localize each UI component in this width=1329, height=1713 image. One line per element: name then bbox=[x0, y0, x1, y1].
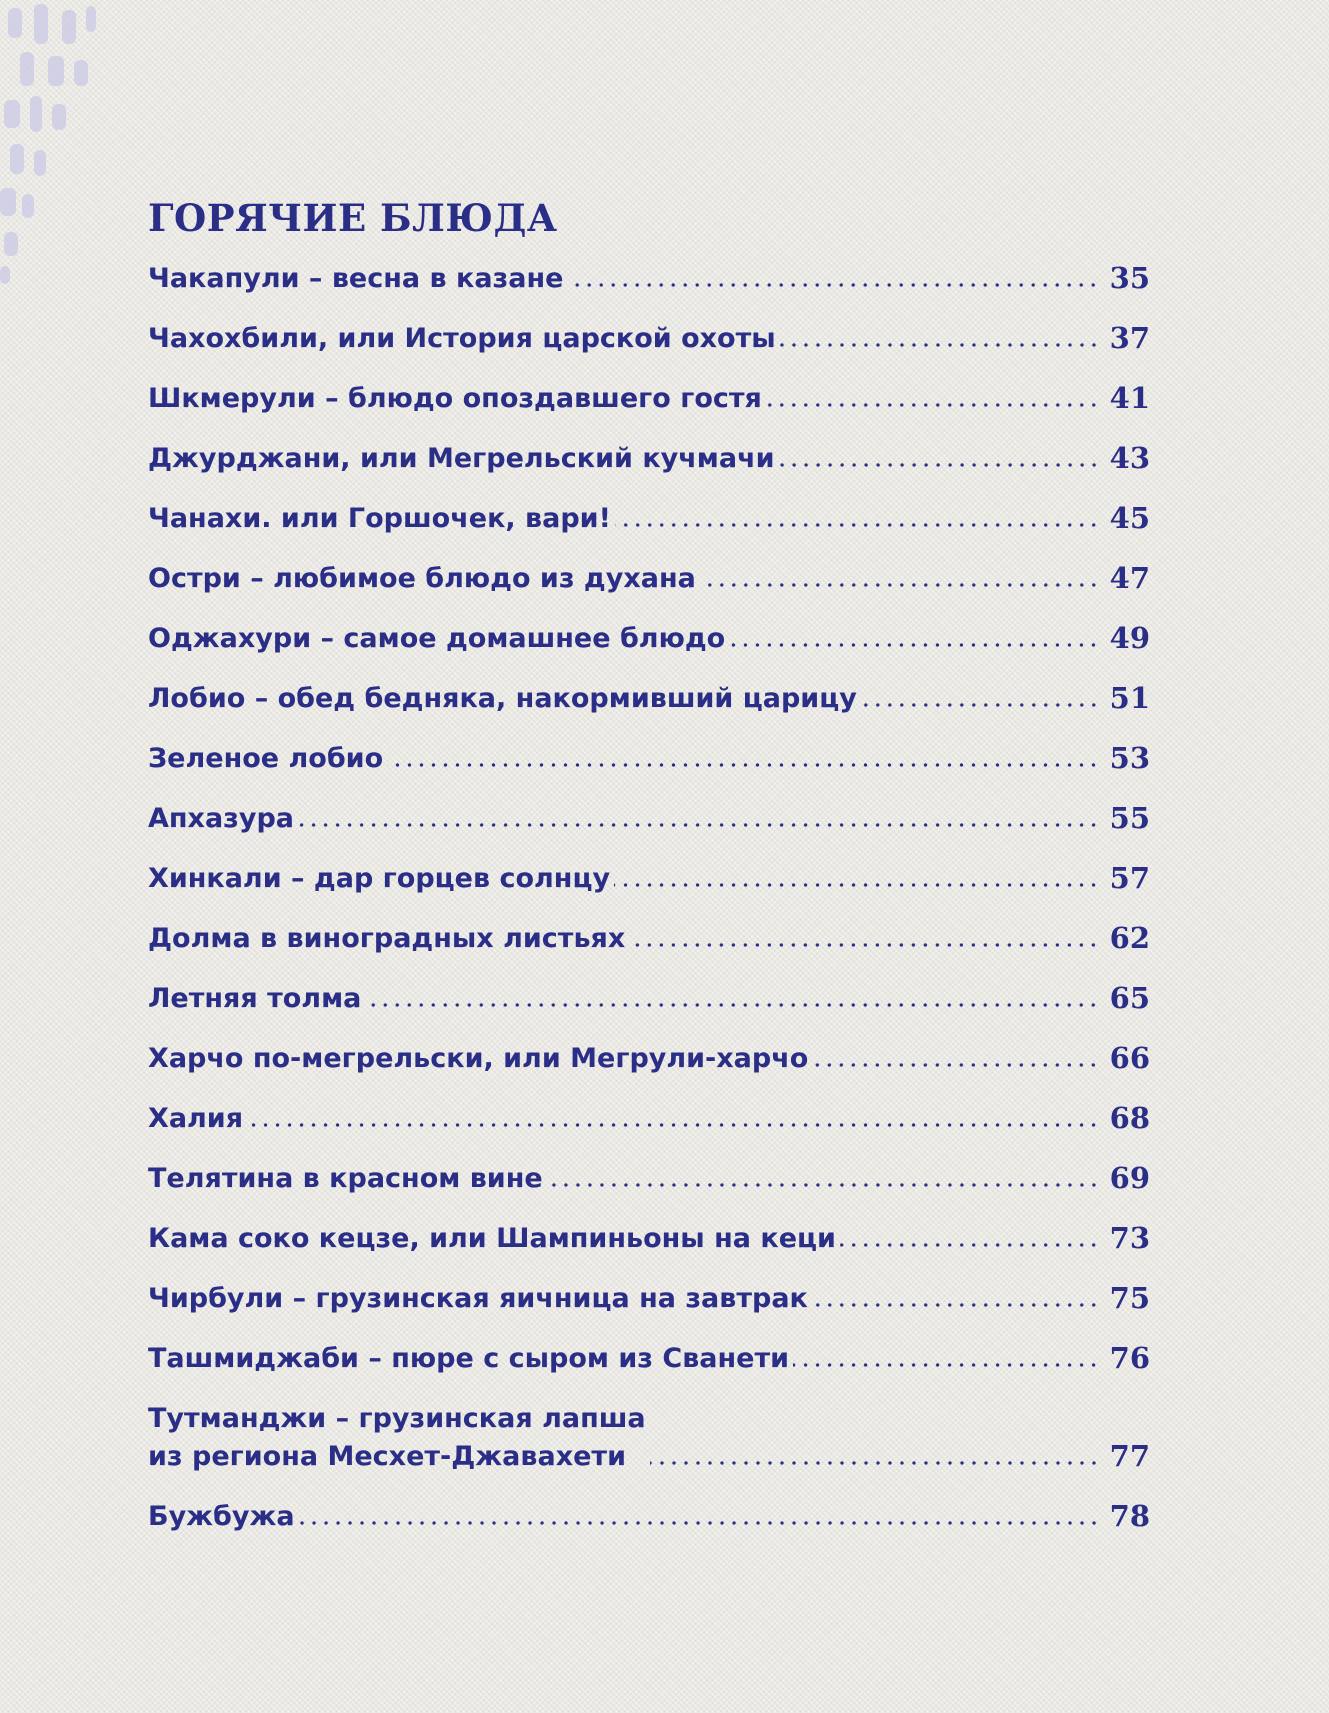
toc-entry-title: Чанахи. или Горшочек, вари! bbox=[148, 503, 611, 534]
dot-leader bbox=[793, 1362, 1100, 1368]
toc-entry-page: 65 bbox=[1109, 981, 1150, 1015]
dot-leader bbox=[299, 1520, 1100, 1526]
toc-entry-title: Апхазура bbox=[148, 803, 295, 834]
section-heading: ГОРЯЧИЕ БЛЮДА bbox=[148, 196, 558, 240]
toc-entry-page: 37 bbox=[1109, 321, 1150, 355]
toc-entry[interactable] bbox=[148, 980, 1150, 1017]
toc-entry[interactable] bbox=[148, 860, 1150, 897]
toc-entry-page: 49 bbox=[1109, 621, 1150, 655]
toc-entry[interactable] bbox=[148, 560, 1150, 597]
toc-entry[interactable] bbox=[148, 1040, 1150, 1077]
dot-leader bbox=[729, 642, 1099, 648]
toc-entry-title: Лобио – обед бедняка, накормивший царицу bbox=[148, 683, 857, 714]
toc-entry[interactable] bbox=[148, 1340, 1150, 1377]
toc-entry-page: 35 bbox=[1109, 261, 1150, 295]
toc-entry-page: 77 bbox=[1109, 1439, 1150, 1473]
toc-entry-title-line: из региона Месхет-Джавахети bbox=[148, 1441, 626, 1472]
toc-entry-page: 57 bbox=[1109, 861, 1150, 895]
toc-entry-title-line: Тутманджи – грузинская лапша bbox=[148, 1403, 646, 1434]
dot-leader bbox=[700, 582, 1100, 588]
toc-entry-title: Кама соко кецзе, или Шампиньоны на кеци bbox=[148, 1223, 836, 1254]
toc-entry[interactable] bbox=[148, 920, 1150, 957]
toc-entry-page: 43 bbox=[1109, 441, 1150, 475]
dot-leader bbox=[840, 1242, 1100, 1248]
toc-entry-title: Оджахури – самое домашнее блюдо bbox=[148, 623, 726, 654]
toc-entry[interactable] bbox=[148, 1160, 1150, 1197]
toc-entry[interactable] bbox=[148, 500, 1150, 537]
dot-leader bbox=[387, 762, 1099, 768]
toc-entry-page: 66 bbox=[1109, 1041, 1150, 1075]
toc-entry-title: Ташмиджаби – пюре с сыром из Сванети bbox=[148, 1343, 790, 1374]
toc-entry[interactable] bbox=[148, 1400, 1150, 1475]
toc-entry-title: Чакапули – весна в казане bbox=[148, 263, 564, 294]
toc-entry-title: Харчо по-мегрельски, или Мегрули-харчо bbox=[148, 1043, 809, 1074]
dot-leader bbox=[779, 462, 1100, 468]
contents-page bbox=[148, 195, 1150, 1558]
dot-leader bbox=[650, 1460, 1100, 1466]
toc-entry[interactable] bbox=[148, 1498, 1150, 1535]
toc-entry-title: Летняя толма bbox=[148, 983, 362, 1014]
toc-entry-page: 45 bbox=[1109, 501, 1150, 535]
toc-entry[interactable] bbox=[148, 380, 1150, 417]
dot-leader bbox=[861, 702, 1100, 708]
toc-entry[interactable] bbox=[148, 680, 1150, 717]
toc-entry-page: 53 bbox=[1109, 741, 1150, 775]
toc-entry[interactable] bbox=[148, 1220, 1150, 1257]
toc-entry-page: 62 bbox=[1109, 921, 1150, 955]
toc-entry-title: Телятина в красном вине bbox=[148, 1163, 543, 1194]
dot-leader bbox=[812, 1062, 1099, 1068]
toc-entry-title: Остри – любимое блюдо из духана bbox=[148, 563, 696, 594]
toc-entry-page: 76 bbox=[1109, 1341, 1150, 1375]
toc-entry[interactable] bbox=[148, 260, 1150, 297]
toc-entry-title: Зеленое лобио bbox=[148, 743, 384, 774]
toc-entry-page: 69 bbox=[1109, 1161, 1150, 1195]
toc-entry[interactable] bbox=[148, 1100, 1150, 1137]
dot-leader bbox=[629, 942, 1099, 948]
toc-entry-title: Хинкали – дар горцев солнцу bbox=[148, 863, 611, 894]
dot-leader bbox=[780, 342, 1100, 348]
dot-leader bbox=[247, 1122, 1100, 1128]
toc-entry-page: 51 bbox=[1109, 681, 1150, 715]
dot-leader bbox=[298, 822, 1100, 828]
toc-entry-page: 47 bbox=[1109, 561, 1150, 595]
dot-leader bbox=[614, 882, 1100, 888]
toc-entry-title: Джурджани, или Мегрельский кучмачи bbox=[148, 443, 775, 474]
toc-entry-title: Бужбужа bbox=[148, 1501, 295, 1532]
toc-entry[interactable] bbox=[148, 620, 1150, 657]
toc-entry-title bbox=[148, 1400, 646, 1475]
dot-leader bbox=[547, 1182, 1100, 1188]
toc-entry[interactable] bbox=[148, 320, 1150, 357]
toc-entry[interactable] bbox=[148, 440, 1150, 477]
toc-entry-title: Халия bbox=[148, 1103, 244, 1134]
toc-entry-title: Чирбули – грузинская яичница на завтрак bbox=[148, 1283, 808, 1314]
toc-entry-page: 68 bbox=[1109, 1101, 1150, 1135]
dot-leader bbox=[812, 1302, 1100, 1308]
toc-entry[interactable] bbox=[148, 1280, 1150, 1317]
toc-entry-title: Шкмерули – блюдо опоздавшего гостя bbox=[148, 383, 762, 414]
dot-leader bbox=[766, 402, 1100, 408]
decorative-ornament-icon bbox=[0, 0, 100, 290]
toc-entry-page: 78 bbox=[1109, 1499, 1150, 1533]
toc-entry-page: 75 bbox=[1109, 1281, 1150, 1315]
toc-entry-page: 73 bbox=[1109, 1221, 1150, 1255]
dot-leader bbox=[567, 282, 1099, 288]
dot-leader bbox=[615, 522, 1100, 528]
toc-entry-page: 41 bbox=[1109, 381, 1150, 415]
toc-entry-page: 55 bbox=[1109, 801, 1150, 835]
toc-entry-title: Долма в виноградных листьях bbox=[148, 923, 626, 954]
toc-entry[interactable] bbox=[148, 740, 1150, 777]
dot-leader bbox=[365, 1002, 1099, 1008]
toc-entry[interactable] bbox=[148, 800, 1150, 837]
toc-entry-title: Чахохбили, или История царской охоты bbox=[148, 323, 776, 354]
